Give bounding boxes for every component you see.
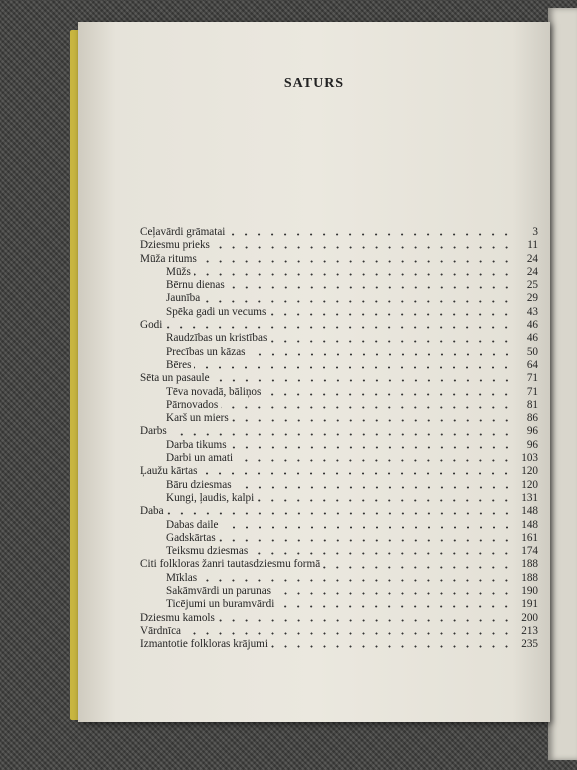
toc-entry-label: Darba tikums (166, 438, 227, 451)
dot-leader (203, 300, 513, 303)
toc-entry-page-number: 96 (526, 438, 538, 451)
toc-entry-page-number: 24 (526, 265, 538, 278)
toc-entry (140, 266, 538, 279)
toc-entry-page-number: 50 (526, 345, 538, 358)
dot-leader (167, 512, 513, 515)
toc-entry (140, 572, 538, 585)
dot-leader (228, 233, 513, 236)
toc-entry-label: Darbi un amati (166, 452, 234, 465)
toc-entry-label: Bērnu dienas (166, 279, 225, 292)
dot-leader (200, 260, 513, 263)
toc-entry (140, 332, 538, 345)
toc-entry (140, 425, 538, 438)
dot-leader (213, 379, 513, 382)
toc-entry-page-number: 191 (521, 598, 538, 611)
toc-entry-page-number: 103 (521, 452, 538, 465)
toc-entry-label: Bāru dziesmas (166, 478, 232, 491)
toc-entry-label: Tēva novadā, bāliņos (166, 385, 262, 398)
dot-leader (271, 645, 513, 648)
toc-entry-label: Spēka gadi un vecums (166, 305, 267, 318)
dot-leader (228, 286, 513, 289)
toc-entry (140, 439, 538, 452)
toc-entry-label: Pārnovados (166, 398, 219, 411)
toc-entry (140, 292, 538, 305)
toc-entry-label: Ticējumi un buramvārdi (166, 598, 275, 611)
toc-entry-label: Dabas daile (166, 518, 219, 531)
toc-entry-page-number: 213 (521, 624, 538, 637)
toc-entry-page-number: 71 (526, 385, 538, 398)
dot-leader (184, 632, 513, 635)
toc-entry-page-number: 81 (526, 398, 538, 411)
toc-entry-label: Sakāmvārdi un parunas (166, 585, 272, 598)
toc-entry (140, 452, 538, 465)
dot-leader (323, 566, 513, 569)
toc-entry-label: Godi (140, 319, 163, 332)
dot-leader (221, 406, 513, 409)
toc-entry (140, 399, 538, 412)
toc-entry (140, 239, 538, 252)
dot-leader (170, 433, 513, 436)
dot-leader (165, 326, 513, 329)
toc-entry-page-number: 24 (526, 252, 538, 265)
page-title: SATURS (283, 76, 345, 91)
dot-leader (269, 313, 513, 316)
toc-entry-label: Jaunība (166, 292, 201, 305)
toc-entry-page-number: 188 (521, 571, 538, 584)
toc-entry (140, 612, 538, 625)
toc-entry-page-number: 64 (526, 358, 538, 371)
dot-leader (230, 446, 513, 449)
toc-entry (140, 279, 538, 292)
dot-leader (218, 619, 513, 622)
dot-leader (235, 486, 513, 489)
dot-leader (200, 472, 513, 475)
toc-entry-page-number: 131 (521, 491, 538, 504)
dot-leader (213, 246, 513, 249)
toc-entry-page-number: 71 (526, 372, 538, 385)
toc-entry-page-number: 190 (521, 585, 538, 598)
dot-leader (236, 459, 513, 462)
toc-entry-label: Mūža ritums (140, 252, 197, 265)
toc-entry-page-number: 11 (527, 239, 538, 252)
toc-entry (140, 598, 538, 611)
dot-leader (264, 393, 513, 396)
toc-entry-label: Dziesmu kamols (140, 611, 215, 624)
dot-leader (249, 353, 513, 356)
toc-entry-label: Gadskārtas (166, 531, 216, 544)
toc-entry (140, 359, 538, 372)
facing-page-edge (548, 8, 577, 760)
toc-entry (140, 346, 538, 359)
toc-entry-page-number: 235 (521, 638, 538, 651)
toc-entry-page-number: 86 (526, 412, 538, 425)
toc-entry (140, 625, 538, 638)
toc-entry-label: Daba (140, 505, 164, 518)
toc-entry (140, 558, 538, 571)
toc-entry-label: Vārdnīca (140, 624, 181, 637)
toc-entry (140, 372, 538, 385)
dot-leader (200, 579, 513, 582)
toc-entry (140, 226, 538, 239)
toc-entry (140, 306, 538, 319)
toc-entry-label: Mīklas (166, 571, 198, 584)
toc-entry-page-number: 29 (526, 292, 538, 305)
toc-entry (140, 545, 538, 558)
toc-entry (140, 412, 538, 425)
toc-entry (140, 585, 538, 598)
toc-entry (140, 532, 538, 545)
dot-leader (219, 539, 513, 542)
toc-entry-label: Raudzības un kristības (166, 332, 268, 345)
toc-entry-label: Dziesmu prieks (140, 239, 210, 252)
toc-entry-label: Citi folkloras žanri tautasdziesmu formā (140, 558, 321, 571)
toc-entry-page-number: 188 (521, 558, 538, 571)
dot-leader (222, 526, 514, 529)
toc-entry-page-number: 46 (526, 332, 538, 345)
toc-entry (140, 386, 538, 399)
toc-entry-label: Sēta un pasaule (140, 372, 210, 385)
dot-leader (274, 592, 513, 595)
dot-leader (257, 499, 513, 502)
toc-entry-page-number: 43 (526, 305, 538, 318)
toc-entry-page-number: 161 (521, 531, 538, 544)
toc-entry-page-number: 148 (521, 518, 538, 531)
toc-entry-page-number: 120 (521, 478, 538, 491)
toc-entry (140, 519, 538, 532)
toc-entry-page-number: 120 (521, 465, 538, 478)
toc-entry-page-number: 25 (526, 279, 538, 292)
dot-leader (194, 366, 513, 369)
toc-entry (140, 492, 538, 505)
dot-leader (251, 552, 513, 555)
toc-entry (140, 505, 538, 518)
toc-entry (140, 319, 538, 332)
toc-entry (140, 479, 538, 492)
toc-entry-label: Ļaužu kārtas (140, 465, 198, 478)
toc-entry-page-number: 174 (521, 545, 538, 558)
dot-leader (270, 340, 513, 343)
toc-entry-page-number: 3 (532, 226, 538, 238)
table-of-contents (140, 226, 538, 652)
dot-leader (232, 419, 513, 422)
toc-entry-page-number: 46 (526, 319, 538, 332)
dot-leader (277, 605, 513, 608)
toc-entry-label: Izmantotie folkloras krājumi (140, 638, 268, 651)
toc-entry-label: Darbs (140, 425, 167, 438)
toc-entry-page-number: 96 (526, 425, 538, 438)
toc-entry-label: Karš un miers (166, 412, 229, 425)
toc-entry-label: Kungi, ļaudis, kalpi (166, 491, 255, 504)
toc-entry (140, 253, 538, 266)
toc-entry-label: Ceļavārdi grāmatai (140, 226, 226, 238)
toc-entry (140, 465, 538, 478)
dot-leader (194, 273, 513, 276)
toc-entry-page-number: 200 (521, 611, 538, 624)
book-page (78, 22, 550, 722)
toc-entry-label: Bēres (166, 358, 192, 371)
toc-entry-label: Precības un kāzas (166, 345, 246, 358)
toc-entry-page-number: 148 (521, 505, 538, 518)
toc-entry-label: Mūžs (166, 265, 191, 278)
toc-entry-label: Teiksmu dziesmas (166, 545, 249, 558)
toc-entry (140, 638, 538, 651)
